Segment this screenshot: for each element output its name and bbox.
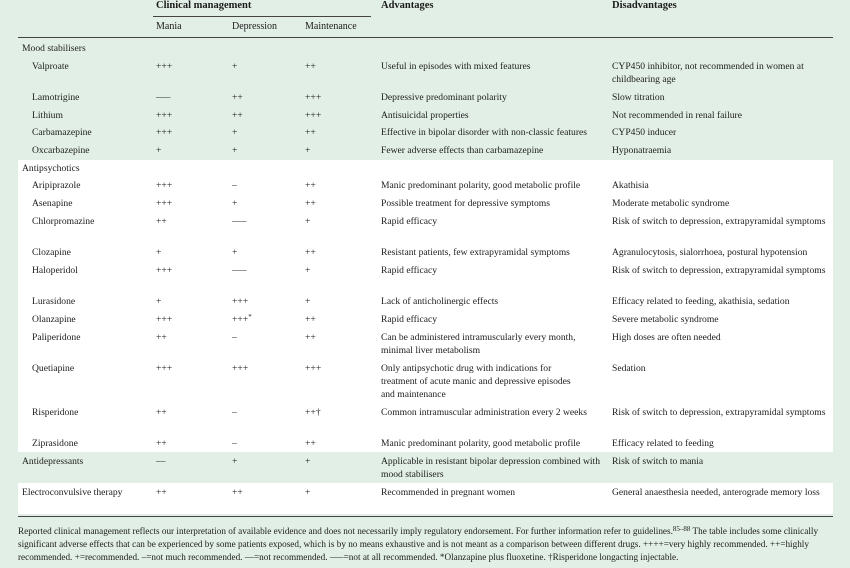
drug-name: Quetiapine bbox=[32, 363, 75, 374]
depression-rating: – bbox=[232, 438, 237, 449]
maintenance-rating: + bbox=[305, 456, 311, 467]
header-mania: Mania bbox=[156, 21, 182, 32]
drug-name: Electroconvulsive therapy bbox=[22, 487, 123, 498]
maintenance-rating: ++† bbox=[305, 407, 321, 418]
depression-rating: + bbox=[232, 247, 238, 258]
disadvantages-text: Hyponatraemia bbox=[612, 145, 672, 156]
maintenance-rating: +++ bbox=[305, 110, 322, 121]
mania-rating: +++ bbox=[156, 198, 173, 209]
disadvantages-text: CYP450 inducer bbox=[612, 127, 677, 138]
disadvantages-text: High doses are often needed bbox=[612, 332, 721, 343]
depression-rating: ––– bbox=[232, 216, 247, 227]
disadvantages-text: Not recommended in renal failure bbox=[612, 110, 742, 121]
mania-rating: +++ bbox=[156, 61, 173, 72]
maintenance-rating: ++ bbox=[305, 314, 316, 325]
advantages-text: Only antipsychotic drug with indications for treatment of acute manic and depressive episodes and maintenance bbox=[381, 363, 571, 400]
header-clinical-management: Clinical management bbox=[156, 0, 252, 11]
maintenance-rating: + bbox=[305, 145, 311, 156]
drug-name: Asenapine bbox=[32, 198, 73, 209]
footnote-text-1: Reported clinical management reflects our interpretation of available evidence and does not necessarily imply regulatory endorsement. For further information refer to guidelines. bbox=[18, 526, 673, 536]
mania-rating: + bbox=[156, 247, 162, 258]
mania-rating: ++ bbox=[156, 407, 167, 418]
advantages-text: Rapid efficacy bbox=[381, 314, 438, 325]
drug-name: Antidepressants bbox=[22, 456, 84, 467]
drug-name: Olanzapine bbox=[32, 314, 76, 325]
header-depression: Depression bbox=[232, 21, 277, 32]
advantages-text: Fewer adverse effects than carbamazepine bbox=[381, 145, 544, 156]
depression-rating: ++ bbox=[232, 92, 243, 103]
depression-rating: + bbox=[232, 456, 238, 467]
depression-rating: +++ bbox=[232, 296, 249, 307]
maintenance-rating: + bbox=[305, 296, 311, 307]
mania-rating: +++ bbox=[156, 363, 173, 374]
header-bottom-rule bbox=[18, 37, 833, 38]
mania-rating: –– bbox=[156, 456, 166, 467]
mania-rating: ++ bbox=[156, 438, 167, 449]
maintenance-rating: ++ bbox=[305, 198, 316, 209]
maintenance-rating: + bbox=[305, 265, 311, 276]
advantages-text: Rapid efficacy bbox=[381, 265, 438, 276]
depression-rating bbox=[232, 313, 252, 326]
maintenance-rating: + bbox=[305, 216, 311, 227]
advantages-text: Applicable in resistant bipolar depression combined with mood stabilisers bbox=[381, 456, 601, 480]
footnote-text-2: The table includes some clinically significant adverse effects that can be experienced by some patients exposed, which is by no means exhaustive and is not meant as a comparison between different drugs. ++++=very highly recommended. ++=highly recommended. +=recommended. –=not much recommended. ––=not recommended. –––=not at all recommended. *Olanzapine plus fluoxetine. †Risperidone longacting injectable. bbox=[18, 526, 819, 562]
maintenance-rating: ++ bbox=[305, 180, 316, 191]
mania-rating: +++ bbox=[156, 110, 173, 121]
maintenance-rating: ++ bbox=[305, 247, 316, 258]
advantages-text: Common intramuscular administration every 2 weeks bbox=[381, 407, 587, 418]
advantages-text: Recommended in pregnant women bbox=[381, 487, 516, 498]
advantages-text: Effective in bipolar disorder with non-classic features bbox=[381, 127, 588, 138]
header-advantages: Advantages bbox=[381, 0, 434, 11]
depression-rating: + bbox=[232, 198, 238, 209]
maintenance-rating: ++ bbox=[305, 332, 316, 343]
mania-rating: ++ bbox=[156, 216, 167, 227]
mania-rating: + bbox=[156, 145, 162, 156]
group-label-antipsychotics: Antipsychotics bbox=[22, 163, 80, 174]
disadvantages-text: Slow titration bbox=[612, 92, 665, 103]
depression-rating: ++ bbox=[232, 487, 243, 498]
disadvantages-text: Akathisia bbox=[612, 180, 649, 191]
drug-name: Lithium bbox=[32, 110, 63, 121]
maintenance-rating: ++ bbox=[305, 61, 316, 72]
advantages-text: Can be administered intramuscularly every month, minimal liver metabolism bbox=[381, 332, 576, 356]
clinical-management-rule bbox=[153, 16, 371, 17]
header-disadvantages: Disadvantages bbox=[612, 0, 677, 11]
mania-rating: +++ bbox=[156, 127, 173, 138]
disadvantages-text: Risk of switch to depression, extrapyramidal symptoms bbox=[612, 265, 826, 276]
drug-name: Paliperidone bbox=[32, 332, 81, 343]
maintenance-rating: + bbox=[305, 487, 311, 498]
disadvantages-text: Risk of switch to depression, extrapyramidal symptoms bbox=[612, 216, 826, 227]
maintenance-rating: +++ bbox=[305, 92, 322, 103]
depression-rating: – bbox=[232, 180, 237, 191]
mania-rating: +++ bbox=[156, 265, 173, 276]
disadvantages-text: General anaesthesia needed, anterograde memory loss bbox=[612, 487, 820, 498]
mania-rating: ++ bbox=[156, 332, 167, 343]
mania-rating: ––– bbox=[156, 92, 171, 103]
drug-name: Valproate bbox=[32, 61, 69, 72]
advantages-text: Depressive predominant polarity bbox=[381, 92, 507, 103]
depression-rating: + bbox=[232, 61, 238, 72]
group-label-mood-stabilisers: Mood stabilisers bbox=[22, 43, 86, 54]
mania-rating: ++ bbox=[156, 487, 167, 498]
maintenance-rating: ++ bbox=[305, 438, 316, 449]
drug-name: Ziprasidone bbox=[32, 438, 78, 449]
disadvantages-text: Sedation bbox=[612, 363, 646, 374]
depression-rating: ––– bbox=[232, 265, 247, 276]
drug-name: Oxcarbazepine bbox=[32, 145, 90, 156]
disadvantages-text: Efficacy related to feeding bbox=[612, 438, 714, 449]
drug-name: Aripiprazole bbox=[32, 180, 81, 191]
mania-rating: +++ bbox=[156, 180, 173, 191]
table-footnote bbox=[18, 525, 833, 564]
depression-rating: +++ bbox=[232, 363, 249, 374]
drug-name: Lurasidone bbox=[32, 296, 76, 307]
table-bottom-rule bbox=[18, 516, 833, 517]
advantages-text: Antisuicidal properties bbox=[381, 110, 469, 121]
advantages-text: Rapid efficacy bbox=[381, 216, 438, 227]
advantages-text: Manic predominant polarity, good metabolic profile bbox=[381, 180, 581, 191]
advantages-text: Possible treatment for depressive symptoms bbox=[381, 198, 550, 209]
depression-rating: + bbox=[232, 127, 238, 138]
depression-rating: – bbox=[232, 332, 237, 343]
depression-rating-value: +++ bbox=[232, 314, 249, 325]
advantages-text: Resistant patients, few extrapyramidal symptoms bbox=[381, 247, 570, 258]
drug-name: Haloperidol bbox=[32, 265, 78, 276]
disadvantages-text: Efficacy related to feeding, akathisia, sedation bbox=[612, 296, 790, 307]
disadvantages-text: Moderate metabolic syndrome bbox=[612, 198, 730, 209]
drug-name: Chlorpromazine bbox=[32, 216, 95, 227]
depression-rating: ++ bbox=[232, 110, 243, 121]
footnote-mark-asterisk: * bbox=[248, 313, 252, 321]
advantages-text: Useful in episodes with mixed features bbox=[381, 61, 531, 72]
drug-name: Risperidone bbox=[32, 407, 79, 418]
maintenance-rating: +++ bbox=[305, 363, 322, 374]
depression-rating: – bbox=[232, 407, 237, 418]
drug-name: Lamotrigine bbox=[32, 92, 80, 103]
drug-name: Carbamazepine bbox=[32, 127, 92, 138]
maintenance-rating: ++ bbox=[305, 127, 316, 138]
header-maintenance: Maintenance bbox=[305, 21, 357, 32]
disadvantages-text: Severe metabolic syndrome bbox=[612, 314, 719, 325]
disadvantages-text: CYP450 inhibitor, not recommended in women at childbearing age bbox=[612, 61, 804, 85]
footnote-reference: 85–88 bbox=[672, 525, 691, 533]
mania-rating: + bbox=[156, 296, 162, 307]
drug-name: Clozapine bbox=[32, 247, 71, 258]
disadvantages-text: Agranulocytosis, sialorrhoea, postural hypotension bbox=[612, 247, 808, 258]
disadvantages-text: Risk of switch to depression, extrapyramidal symptoms bbox=[612, 407, 826, 418]
depression-rating: + bbox=[232, 145, 238, 156]
disadvantages-text: Risk of switch to mania bbox=[612, 456, 704, 467]
advantages-text: Manic predominant polarity, good metabolic profile bbox=[381, 438, 581, 449]
mania-rating: +++ bbox=[156, 314, 173, 325]
advantages-text: Lack of anticholinergic effects bbox=[381, 296, 499, 307]
